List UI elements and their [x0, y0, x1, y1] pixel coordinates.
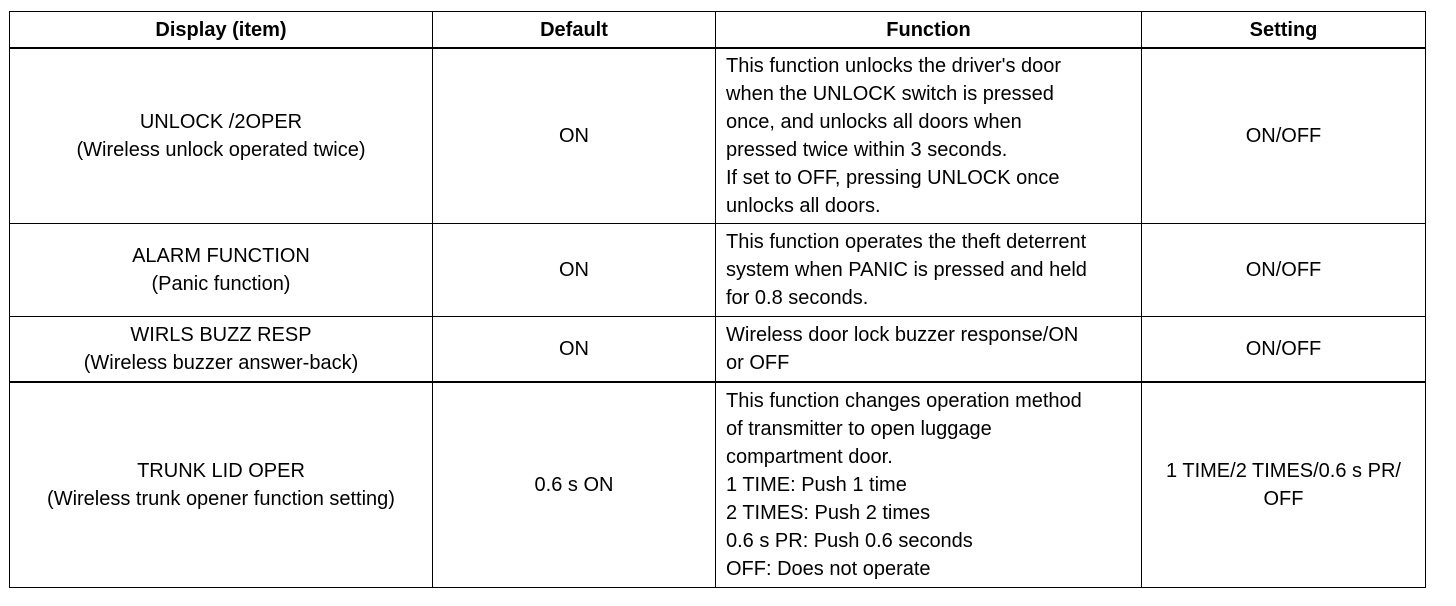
display-cell — [10, 48, 433, 224]
setting-line: OFF — [1263, 488, 1304, 510]
table-row — [10, 48, 1426, 224]
function-cell — [716, 317, 1142, 383]
table-row — [10, 382, 1426, 588]
setting-line: ON/OFF — [1245, 125, 1322, 147]
function-line: 1 TIME: Push 1 time — [726, 474, 907, 496]
default-cell: ON — [433, 48, 716, 224]
function-line: This function unlocks the driver's door — [726, 55, 1062, 77]
header-row — [10, 12, 1426, 49]
function-line: pressed twice within 3 seconds. — [726, 139, 1008, 161]
default-cell: 0.6 s ON — [433, 382, 716, 588]
display-cell — [10, 317, 433, 383]
setting-line: ON/OFF — [1245, 259, 1322, 281]
function-cell — [716, 48, 1142, 224]
table-row — [10, 317, 1426, 383]
display-description: (Wireless unlock operated twice) — [76, 139, 366, 161]
header-display: Display (item) — [10, 12, 433, 49]
setting-cell — [1142, 317, 1426, 383]
display-name: UNLOCK /2OPER — [139, 111, 303, 133]
function-line: or OFF — [726, 352, 790, 374]
function-line: when the UNLOCK switch is pressed — [726, 83, 1054, 105]
table-row — [10, 224, 1426, 317]
header-function: Function — [716, 12, 1142, 49]
function-cell — [716, 224, 1142, 317]
display-cell — [10, 382, 433, 588]
function-line: system when PANIC is pressed and held — [726, 259, 1087, 281]
header-default: Default — [433, 12, 716, 49]
function-line: of transmitter to open luggage — [726, 418, 992, 440]
display-name: TRUNK LID OPER — [137, 460, 305, 482]
display-name: ALARM FUNCTION — [132, 245, 310, 267]
function-line: If set to OFF, pressing UNLOCK once — [726, 167, 1060, 189]
default-cell: ON — [433, 317, 716, 383]
display-description: (Wireless trunk opener function setting) — [47, 488, 395, 510]
settings-table — [9, 11, 1426, 588]
default-cell: ON — [433, 224, 716, 317]
function-line: OFF: Does not operate — [726, 558, 931, 580]
display-name: WIRLS BUZZ RESP — [130, 324, 312, 346]
function-line: This function changes operation method — [726, 390, 1082, 412]
header-setting: Setting — [1142, 12, 1426, 49]
function-line: for 0.8 seconds. — [726, 287, 869, 309]
function-cell — [716, 382, 1142, 588]
display-description: (Panic function) — [151, 273, 291, 295]
function-line: Wireless door lock buzzer response/ON — [726, 324, 1079, 346]
setting-cell — [1142, 382, 1426, 588]
function-line: once, and unlocks all doors when — [726, 111, 1022, 133]
setting-line: 1 TIME/2 TIMES/0.6 s PR/ — [1166, 460, 1401, 482]
display-cell — [10, 224, 433, 317]
setting-cell — [1142, 48, 1426, 224]
setting-cell — [1142, 224, 1426, 317]
function-line: This function operates the theft deterrent — [726, 231, 1087, 253]
display-description: (Wireless buzzer answer-back) — [83, 352, 359, 374]
function-line: unlocks all doors. — [726, 195, 881, 217]
function-line: 2 TIMES: Push 2 times — [726, 502, 931, 524]
setting-line: ON/OFF — [1245, 338, 1322, 360]
function-line: compartment door. — [726, 446, 893, 468]
function-line: 0.6 s PR: Push 0.6 seconds — [726, 530, 973, 552]
